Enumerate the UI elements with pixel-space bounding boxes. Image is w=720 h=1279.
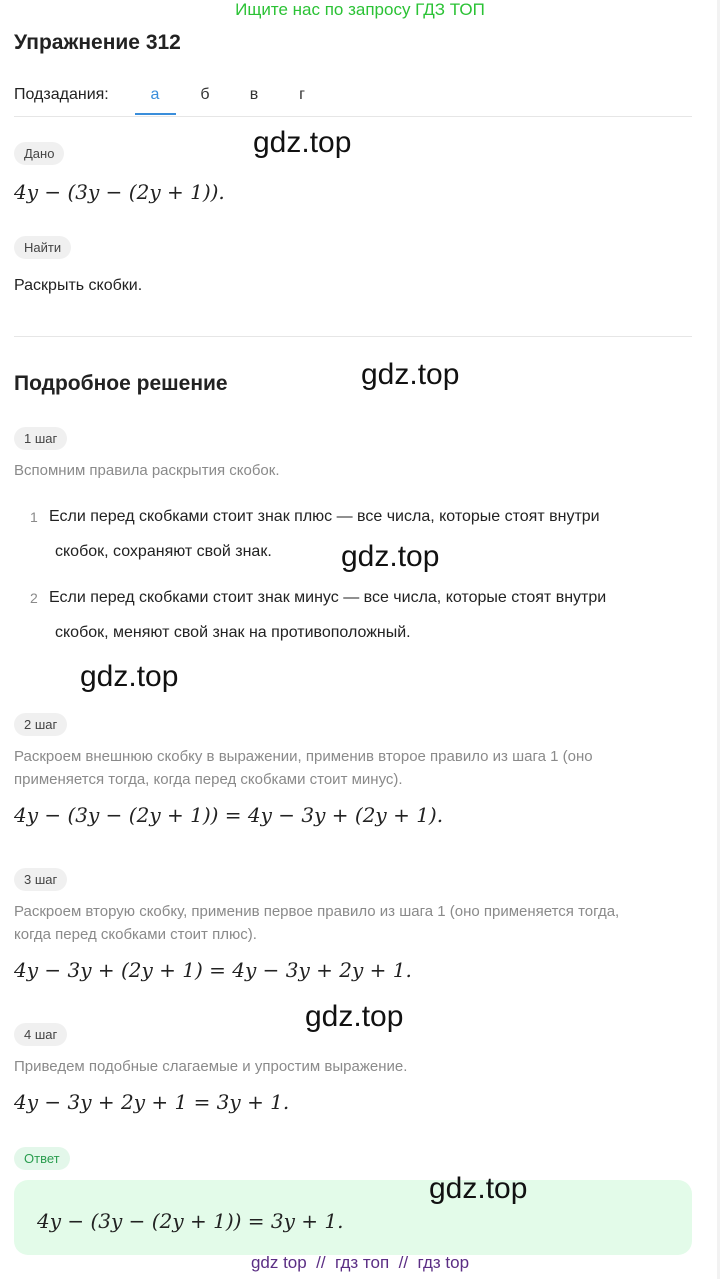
tab-g[interactable]: г xyxy=(299,86,305,103)
step-3-chip: 3 шаг xyxy=(14,868,67,891)
solution-title: Подробное решение xyxy=(14,372,228,395)
given-chip: Дано xyxy=(14,142,64,165)
find-text: Раскрыть скобки. xyxy=(14,277,143,294)
step-4-chip: 4 шаг xyxy=(14,1023,67,1046)
answer-chip: Ответ xyxy=(14,1147,70,1170)
watermark: gdz.top xyxy=(253,126,352,159)
step-2-line1: Раскроем внешнюю скобку в выражении, применив второе правило из шага 1 (оно xyxy=(14,748,593,765)
step-3-line2: когда перед скобками стоит плюс). xyxy=(14,926,257,943)
rule-2-number: 2 xyxy=(30,590,38,606)
tab-a[interactable]: а xyxy=(150,86,160,103)
footer-links[interactable]: gdz top // гдз топ // гдз top xyxy=(250,1253,470,1272)
page-title: Упражнение 312 xyxy=(14,31,181,54)
step-4-text: Приведем подобные слагаемые и упростим выражение. xyxy=(14,1058,408,1075)
step-3-line1: Раскроем вторую скобку, применив первое правило из шага 1 (оно применяется тогда, xyxy=(14,903,620,920)
find-chip: Найти xyxy=(14,236,71,259)
tab-v[interactable]: в xyxy=(249,86,259,103)
rule-1-line1: Если перед скобками стоит знак плюс — все числа, которые стоят внутри xyxy=(49,508,600,525)
step-3-expression: 4y − 3y + (2y + 1) = 4y − 3y + 2y + 1. xyxy=(14,958,412,982)
rule-1-number: 1 xyxy=(30,509,38,525)
section-divider xyxy=(14,336,692,337)
rule-1-line2: скобок, сохраняют свой знак. xyxy=(55,543,272,560)
active-tab-indicator xyxy=(135,113,176,115)
tabs-divider xyxy=(14,116,692,117)
step-4-expression: 4y − 3y + 2y + 1 = 3y + 1. xyxy=(14,1090,290,1114)
watermark: gdz.top xyxy=(80,660,179,693)
given-expression: 4y − (3y − (2y + 1)). xyxy=(14,180,225,204)
answer-expression: 4y − (3y − (2y + 1)) = 3y + 1. xyxy=(37,1209,344,1233)
top-banner[interactable]: Ищите нас по запросу ГДЗ ТОП xyxy=(235,0,485,19)
watermark: gdz.top xyxy=(429,1172,528,1205)
step-2-line2: применяется тогда, когда перед скобками стоит минус). xyxy=(14,771,403,788)
watermark: gdz.top xyxy=(341,540,440,573)
step-2-chip: 2 шаг xyxy=(14,713,67,736)
step-1-chip: 1 шаг xyxy=(14,427,67,450)
step-2-expression: 4y − (3y − (2y + 1)) = 4y − 3y + (2y + 1). xyxy=(14,803,444,827)
subtasks-label: Подзадания: xyxy=(14,86,109,103)
step-1-text: Вспомним правила раскрытия скобок. xyxy=(14,462,280,479)
watermark: gdz.top xyxy=(305,1000,404,1033)
rule-2-line1: Если перед скобками стоит знак минус — все числа, которые стоят внутри xyxy=(49,589,607,606)
watermark: gdz.top xyxy=(361,358,460,391)
tab-b[interactable]: б xyxy=(200,86,210,103)
rule-2-line2: скобок, меняют свой знак на противоположный. xyxy=(55,624,411,641)
